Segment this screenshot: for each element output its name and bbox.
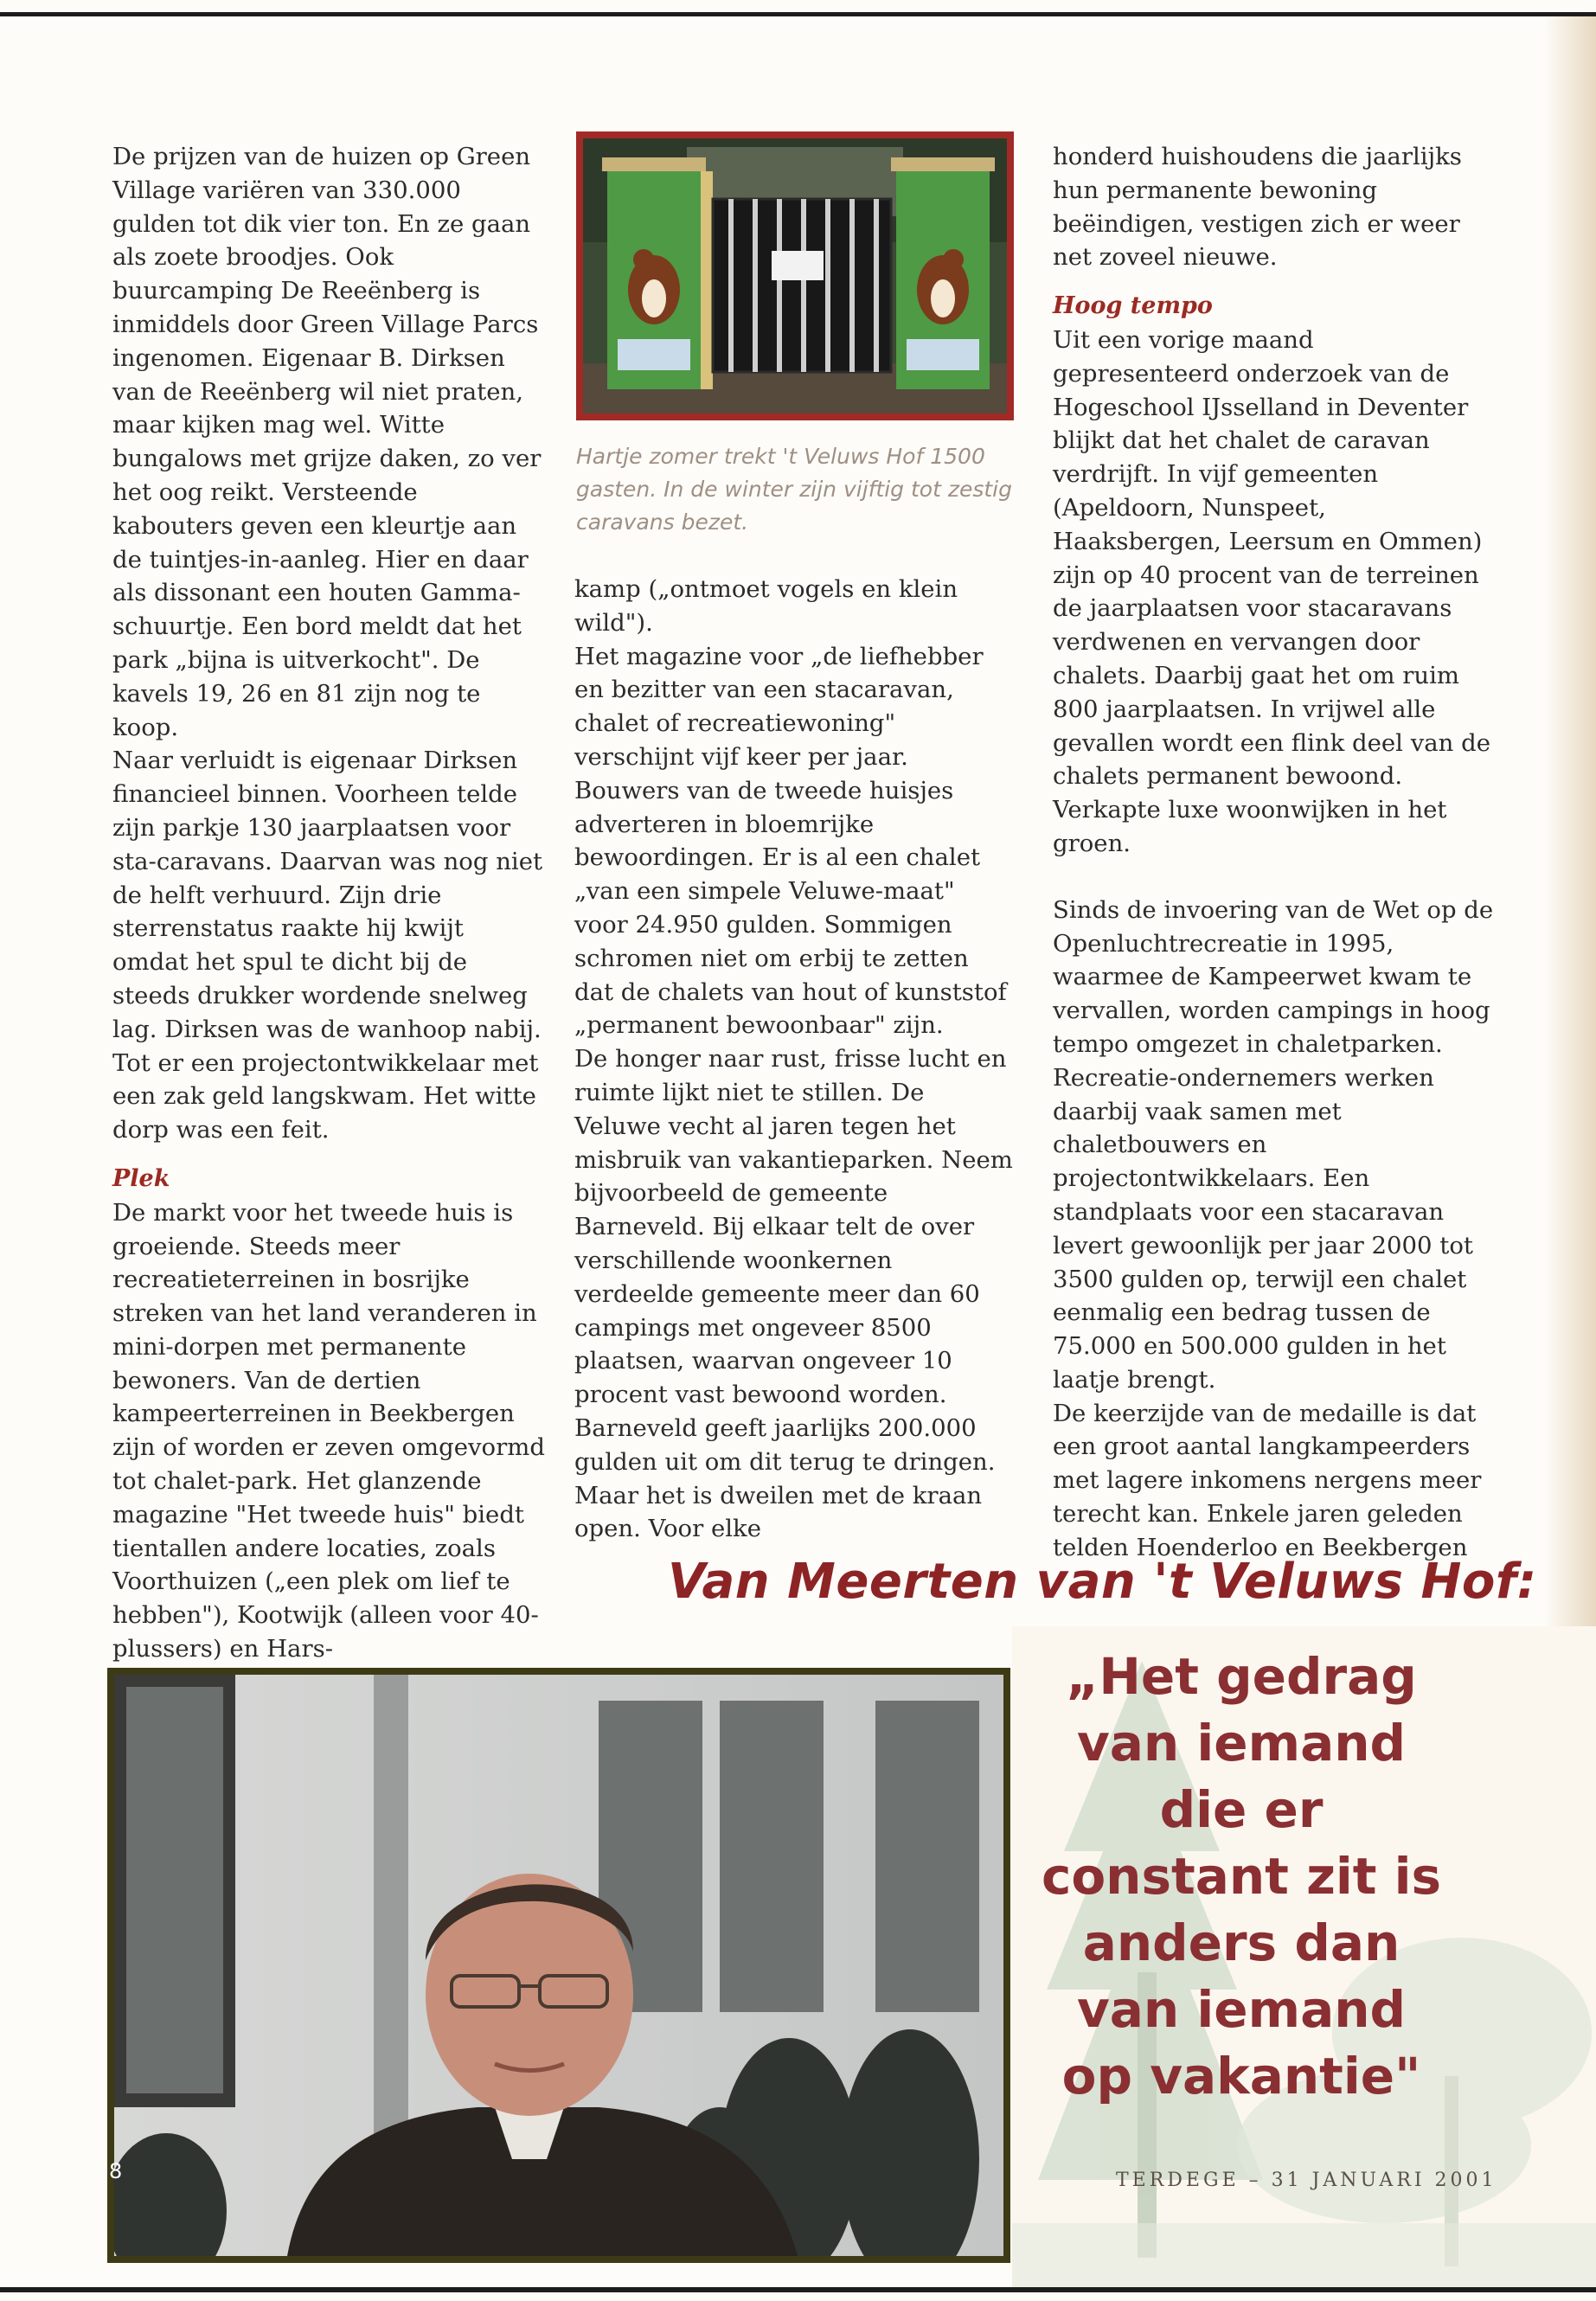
magazine-footer: TERDEGE – 31 JANUARI 2001 <box>1116 2170 1497 2191</box>
portrait-photo <box>107 1668 1010 2263</box>
portrait-photo-image <box>114 1675 1003 2256</box>
gate-photo <box>576 131 1014 420</box>
article-column-3 <box>1053 140 1494 1565</box>
paragraph: kamp („ontmoet vogels en klein wild"). <box>574 575 958 637</box>
photo-caption: Hartje zomer trekt 't Veluws Hof 1500 gasten. In de winter zijn vijftig tot zestig caravans bezet. <box>576 444 1012 535</box>
paragraph: De keerzijde van de medaille is dat een groot aantal langkampeerders met lagere inkomens nergens meer terecht kan. Enkele jaren geleden telden Hoenderloo en Beekbergen <box>1053 1399 1482 1561</box>
bottom-rule <box>0 2287 1596 2292</box>
paragraph: Naar verluidt is eigenaar Dirksen financieel binnen. Voorheen telde zijn parkje 130 jaarplaatsen voor sta-caravans. Daarvan was nog niet de helft verhuurd. Zijn drie sterrenstatus raakte hij kwijt omdat het spul te dicht bij de steeds drukker wordende snelweg lag. Dirksen was de wanhoop nabij. Tot er een projectontwikkelaar met een zak geld langskwam. Het witte dorp was een feit. <box>112 747 543 1144</box>
subheading-plek: Plek <box>112 1164 170 1192</box>
paragraph: De honger naar rust, frisse lucht en ruimte lijkt niet te stillen. De Veluwe vecht al jaren tegen het misbruik van vakantieparken. Neem bijvoorbeeld de gemeente Barneveld. Bij elkaar telt de over verschillende woonkernen verdeelde gemeente meer dan 60 campings met ongeveer 8500 plaatsen, waarvan ongeveer 10 procent vast bewoond worden. Barneveld geeft jaarlijks 200.000 gulden uit om dit terug te dringen. Maar het is dweilen met de kraan open. Voor elke <box>574 1045 1013 1543</box>
top-rule <box>0 12 1596 16</box>
article-column-1 <box>112 140 545 1666</box>
headline: Van Meerten van 't Veluws Hof: <box>668 1554 1537 1610</box>
paragraph: honderd huishoudens die jaarlijks hun permanente bewoning beëindigen, vestigen zich er weer net zoveel nieuwe. <box>1053 143 1462 272</box>
paragraph: De markt voor het tweede huis is groeiende. Steeds meer recreatieterreinen in bosrijke streken van het land veranderen in mini-dorpen met permanente bewoners. Van de dertien kampeerterreinen in Beekbergen zijn of worden er zeven omgevormd tot chalet-park. Het glanzende magazine "Het tweede huis" biedt tientallen andere locaties, zoals Voorthuizen („een plek om lief te hebben"), Kootwijk (alleen voor 40-plussers) en Hars- <box>112 1198 545 1663</box>
article-column-2 <box>574 573 1014 1546</box>
pull-quote: „Het gedrag van iemand die er constant zit is anders dan van iemand op vakantie" <box>1041 1647 1442 2106</box>
paragraph: Uit een vorige maand gepresenteerd onderzoek van de Hogeschool IJsselland in Deventer blijkt dat het chalet de caravan verdrijft. In vijf gemeenten (Apeldoorn, Nunspeet, Haaksbergen, Leersum en Ommen) zijn op 40 procent van de terreinen de jaarplaatsen voor stacaravans verdwenen en vervangen door chalets. Daarbij gaat het om ruim 800 jaarplaatsen. In vrijwel alle gevallen wordt een flink deel van de chalets permanent bewoond. Verkapte luxe woonwijken in het groen. <box>1053 325 1490 857</box>
subheading-hoog-tempo: Hoog tempo <box>1053 292 1213 320</box>
paragraph: Het magazine voor „de liefhebber en bezitter van een stacaravan, chalet of recreatiewoning" verschijnt vijf keer per jaar. Bouwers van de tweede huisjes adverteren in bloemrijke bewoordingen. Er is al een chalet „van een simpele Veluwe-maat" voor 24.950 gulden. Sommigen schromen niet om erbij te zetten dat de chalets van hout of kunststof „permanent bewoonbaar" zijn. <box>574 642 1007 1040</box>
gate-photo-image <box>583 138 1007 413</box>
paragraph: De prijzen van de huizen op Green Village variëren van 330.000 gulden tot dik vier ton. En ze gaan als zoete broodjes. Ook buurcamping De Reeënberg is inmiddels door Green Village Parcs ingenomen. Eigenaar B. Dirksen van de Reeënberg wil niet praten, maar kijken mag wel. Witte bungalows met grijze daken, zo ver het oog reikt. Versteende kabouters geven een kleurtje aan de tuintjes-in-aanleg. Hier en daar als dissonant een houten Gamma-schuurtje. Een bord meldt dat het park „bijna is uitverkocht". De kavels 19, 26 en 81 zijn nog te koop. <box>112 143 542 741</box>
page-number: 8 <box>109 2159 123 2183</box>
paragraph: Sinds de invoering van de Wet op de Openluchtrecreatie in 1995, waarmee de Kampeerwet kwam te vervallen, worden campings in hoog tempo omgezet in chaletparken. Recreatie-ondernemers werken daarbij vaak samen met chaletbouwers en projectontwikkelaars. Een standplaats voor een stacaravan levert gewoonlijk per jaar 2000 tot 3500 gulden op, terwijl een chalet eenmalig een bedrag tussen de 75.000 en 500.000 gulden in het laatje brengt. <box>1053 895 1494 1394</box>
